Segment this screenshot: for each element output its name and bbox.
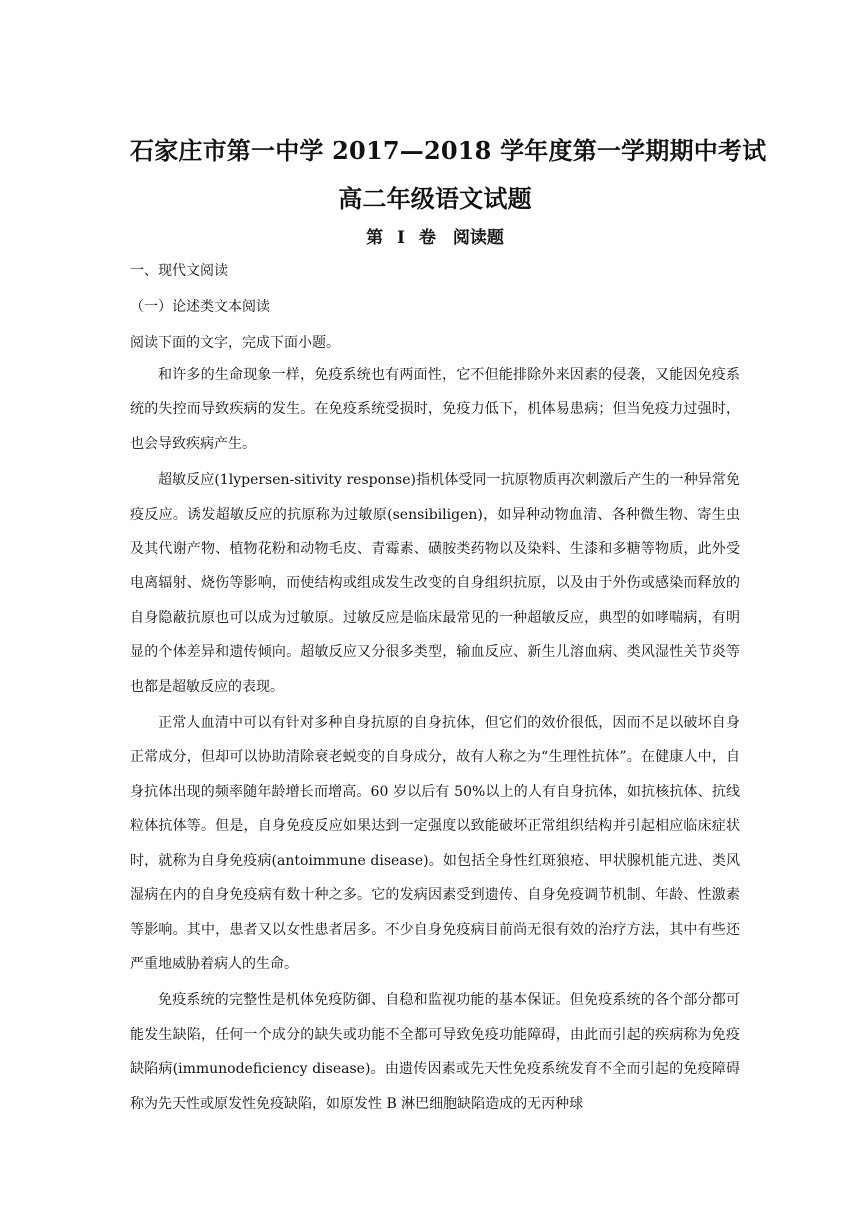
paragraph-3: 正常人血清中可以有针对多种自身抗原的自身抗体，但它们的效价很低，因而不足以破坏自身正常成分，但却可以协助清除衰老蜕变的自身成分，故有人称之为“生理性抗体”。在健康人中，自身抗体出现的频率随年龄增长而增高。60 岁以后有 50%以上的人有自身抗体，如抗核抗体、抗线粒体抗体等。但是，自身免疫反应如果达到一定强度以致能破坏正常组织结构并引起相应临床症状时，就称为自身免疫病(antoimmune disease)。如包括全身性红斑狼疮、甲状腺机能亢进、类风湿病在内的自身免疫病有数十种之多。它的发病因素受到遗传、自身免疫调节机制、年龄、性激素等影响。其中，患者又以女性患者居多。不少自身免疫病目前尚无很有效的治疗方法，其中有些还严重地威胁着病人的生命。 xyxy=(130,715,740,972)
exam-subtitle: 高二年级语文试题 xyxy=(338,184,532,213)
part-title: 第 I 卷 阅读题 xyxy=(366,228,504,248)
paragraph-4: 免疫系统的完整性是机体免疫防御、自稳和监视功能的基本保证。但免疫系统的各个部分都可能发生缺陷，任何一个成分的缺失或功能不全都可导致免疫功能障碍，由此而引起的疾病称为免疫缺陷病(immunodeficiency disease)。由遗传因素或先天性免疫系统发育不全而引起的免疫障碍称为先天性或原发性免疫缺陷，如原发性 B 淋巴细胞缺陷造成的无丙种球 xyxy=(130,992,740,1112)
paragraph-2: 超敏反应(1lypersen-sitivity response)指机体受同一抗原物质再次刺激后产生的一种异常免疫反应。诱发超敏反应的抗原称为过敏原(sensibiligen)，如异种动物血清、各种微生物、寄生虫及其代谢产物、植物花粉和动物毛皮、青霉素、磺胺类药物以及染料、生漆和多糖等物质，此外受电离辐射、烧伤等影响，而使结构或组成发生改变的自身组织抗原，以及由于外伤或感染而释放的自身隐蔽抗原也可以成为过敏原。过敏反应是临床最常见的一种超敏反应，典型的如哮喘病，有明显的个体差异和遗传倾向。超敏反应又分很多类型，输血反应、新生儿溶血病、类风湿性关节炎等也都是超敏反应的表现。 xyxy=(130,472,740,695)
subsection-heading: （一）论述类文本阅读 xyxy=(130,299,270,315)
section-heading: 一、现代文阅读 xyxy=(130,263,228,279)
exam-title: 石家庄市第一中学 2017—2018 学年度第一学期期中考试 xyxy=(130,136,767,165)
reading-instruction: 阅读下面的文字，完成下面小题。 xyxy=(130,335,340,351)
paragraph-1: 和许多的生命现象一样，免疫系统也有两面性，它不但能排除外来因素的侵袭，又能因免疫系统的失控而导致疾病的发生。在免疫系统受损时，免疫力低下，机体易患病；但当免疫力过强时，也会导致疾病产生。 xyxy=(130,367,740,452)
